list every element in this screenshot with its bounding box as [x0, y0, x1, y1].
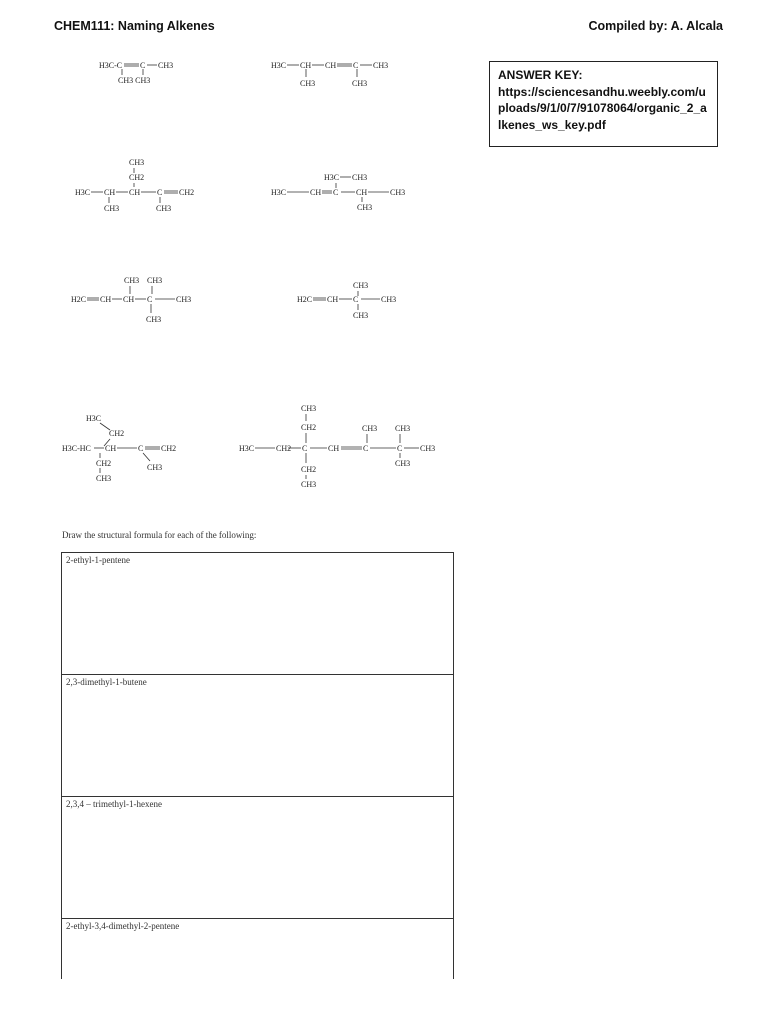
- mol-label: H2C: [71, 295, 87, 304]
- mol-label: C: [397, 444, 403, 453]
- mol-label: C: [353, 61, 359, 70]
- answer-row[interactable]: [62, 797, 453, 919]
- structure-2: [271, 61, 388, 88]
- mol-label: H3C-HC: [62, 444, 91, 453]
- mol-label: CH2: [161, 444, 177, 453]
- compiled-by: Compiled by: A. Alcala: [588, 19, 723, 33]
- mol-label: H3C: [324, 173, 340, 182]
- mol-label: H3C-C: [99, 61, 123, 70]
- mol-label: H3C: [75, 188, 91, 197]
- mol-label: CH3: [104, 204, 120, 213]
- mol-label: C: [353, 295, 359, 304]
- mol-label: CH3: [353, 311, 369, 320]
- mol-label: CH2: [96, 459, 112, 468]
- mol-label: CH3: [352, 173, 368, 182]
- compound-name: 2-ethyl-3,4-dimethyl-2-pentene: [66, 921, 180, 931]
- mol-label: CH2: [179, 188, 195, 197]
- mol-label: CH: [105, 444, 117, 453]
- mol-label: C: [302, 444, 308, 453]
- structure-8: [239, 404, 435, 489]
- mol-label: C: [333, 188, 339, 197]
- mol-label: CH3: [381, 295, 397, 304]
- mol-label: CH3: [362, 424, 378, 433]
- compound-name: 2,3-dimethyl-1-butene: [66, 677, 147, 687]
- worksheet-title: CHEM111: Naming Alkenes: [54, 19, 215, 33]
- mol-label: CH3: [395, 424, 411, 433]
- mol-label: CH3: [390, 188, 406, 197]
- answer-table: [61, 552, 454, 979]
- structure-1: [99, 61, 173, 85]
- answer-key-url[interactable]: https://sciencesandhu.weebly.com/uploads/9/1/0/7/91078064/organic_2_alkenes_ws_key.pdf: [498, 84, 707, 132]
- mol-label: H3C: [271, 61, 287, 70]
- mol-label: CH: [356, 188, 368, 197]
- mol-label: C: [363, 444, 369, 453]
- mol-label: CH3: [96, 474, 112, 483]
- mol-label: CH2: [301, 423, 317, 432]
- answer-row[interactable]: [62, 675, 453, 797]
- mol-label: CH: [325, 61, 337, 70]
- mol-label: CH3: [420, 444, 436, 453]
- mol-label: H3C: [271, 188, 287, 197]
- mol-label: CH3: [158, 61, 174, 70]
- mol-label: CH3: [300, 79, 316, 88]
- mol-label: C: [140, 61, 146, 70]
- mol-label: H3C: [86, 414, 102, 423]
- structure-7: [62, 414, 176, 483]
- mol-label: CH3: [176, 295, 192, 304]
- structure-6: [297, 281, 396, 320]
- bond: [143, 453, 150, 461]
- mol-label: CH3: [156, 204, 172, 213]
- structure-3: [75, 158, 194, 213]
- mol-label: CH: [104, 188, 116, 197]
- mol-label: CH3: [395, 459, 411, 468]
- mol-label: CH2: [109, 429, 125, 438]
- mol-label: CH3: [352, 79, 368, 88]
- mol-label: H2C: [297, 295, 313, 304]
- compound-name: 2-ethyl-1-pentene: [66, 555, 130, 565]
- mol-label: CH3: [373, 61, 389, 70]
- mol-label: CH: [327, 295, 339, 304]
- mol-label: C: [157, 188, 163, 197]
- mol-label: CH3: [146, 315, 162, 324]
- answer-key-label: ANSWER KEY:: [498, 68, 583, 82]
- answer-row[interactable]: [62, 553, 453, 675]
- mol-label: CH3: [124, 276, 140, 285]
- mol-label: CH: [100, 295, 112, 304]
- mol-label: CH: [328, 444, 340, 453]
- mol-label: CH3: [357, 203, 373, 212]
- structure-4: [271, 173, 405, 212]
- mol-label: CH3: [147, 276, 163, 285]
- mol-label: CH: [123, 295, 135, 304]
- mol-label: CH3: [129, 158, 145, 167]
- mol-label: H3C: [239, 444, 255, 453]
- mol-label: CH3: [147, 463, 163, 472]
- compound-name: 2,3,4 – trimethyl-1-hexene: [66, 799, 162, 809]
- mol-label: CH: [300, 61, 312, 70]
- mol-label: CH3: [301, 404, 317, 413]
- mol-label: CH: [129, 188, 141, 197]
- structure-5: [71, 276, 191, 324]
- mol-label: CH2: [129, 173, 145, 182]
- mol-label: CH2: [301, 465, 317, 474]
- mol-label: CH3 CH3: [118, 76, 151, 85]
- instructions: Draw the structural formula for each of the following:: [62, 530, 257, 540]
- answer-row[interactable]: [62, 919, 453, 979]
- mol-label: C: [147, 295, 153, 304]
- mol-label: CH3: [353, 281, 369, 290]
- mol-label: CH: [310, 188, 322, 197]
- mol-label: CH2: [276, 444, 292, 453]
- mol-label: CH3: [301, 480, 317, 489]
- mol-label: C: [138, 444, 144, 453]
